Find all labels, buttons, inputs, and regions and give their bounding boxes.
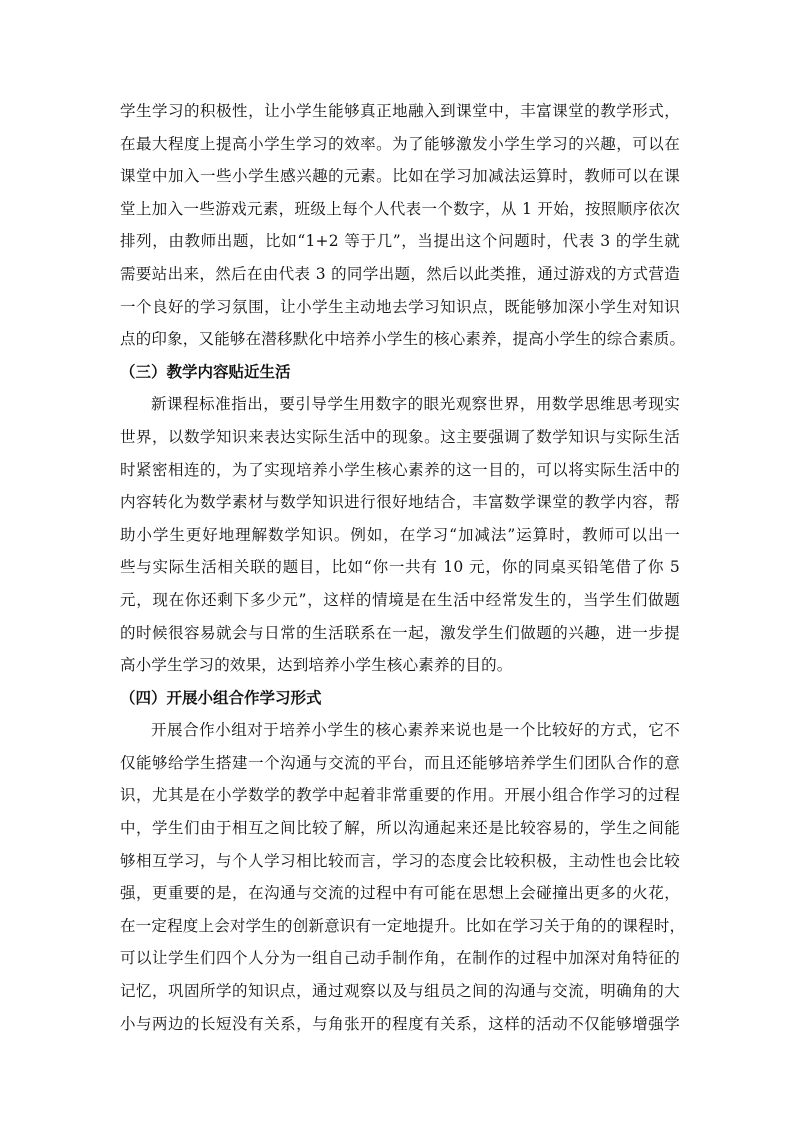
text-line: 中，学生们由于相互之间比较了解，所以沟通起来还是比较容易的，学生之间能 xyxy=(120,819,680,838)
text-line: 记忆，巩固所学的知识点，通过观察以及与组员之间的沟通与交流，明确角的大 xyxy=(120,982,680,1001)
text-line: 识，尤其是在小学数学的教学中起着非常重要的作用。开展小组合作学习的过程 xyxy=(120,786,680,805)
text-line: 强，更重要的是，在沟通与交流的过程中有可能在思想上会碰撞出更多的火花， xyxy=(120,884,680,903)
text-line: 内容转化为数学素材与数学知识进行很好地结合，丰富数学课堂的教学内容，帮 xyxy=(120,493,680,512)
paragraph-life-content xyxy=(120,388,680,681)
text-line: 新课程标准指出，要引导学生用数字的眼光观察世界，用数学思维思考现实 xyxy=(151,395,680,414)
text-line: 一个良好的学习氛围，让小学生主动地去学习知识点，既能够加深小学生对知识 xyxy=(120,297,680,316)
paragraph-group-learning xyxy=(120,714,686,1040)
text-line: 堂上加入一些游戏元素，班级上每个人代表一个数字，从 1 开始，按照顺序依次 xyxy=(120,199,680,218)
text-line: 高小学生学习的效果，达到培养小学生核心素养的目的。 xyxy=(120,656,513,675)
text-line: 助小学生更好地理解数学知识。例如，在学习“加减法”运算时，教师可以出一 xyxy=(120,525,680,544)
text-line: 可以让学生们四个人分为一组自己动手制作角，在制作的过程中加深对角特征的 xyxy=(120,949,680,968)
paragraph-game-teaching xyxy=(120,95,686,356)
section-heading-3: （三）教学内容贴近生活 xyxy=(120,361,291,381)
text-line: 些与实际生活相关联的题目，比如“你一共有 10 元，你的同桌买铅笔借了你 5 xyxy=(120,558,680,577)
text-line: 开展合作小组对于培养小学生的核心素养来说也是一个比较好的方式，它不 xyxy=(151,721,680,740)
text-line: 仅能够给学生搭建一个沟通与交流的平台，而且还能够培养学生们团队合作的意 xyxy=(120,753,680,772)
text-line: 够相互学习，与个人学习相比较而言，学习的态度会比较积极，主动性也会比较 xyxy=(120,851,680,870)
text-line: 学生学习的积极性，让小学生能够真正地融入到课堂中，丰富课堂的教学形式， xyxy=(120,102,680,120)
text-line: 世界，以数学知识来表达实际生活中的现象。这主要强调了数学知识与实际生活 xyxy=(120,427,680,446)
text-line: 点的印象，又能够在潜移默化中培养小学生的核心素养，提高小学生的综合素质。 xyxy=(120,330,686,349)
text-line: 小与两边的长短没有关系，与角张开的程度有关系，这样的活动不仅能够增强学 xyxy=(120,1014,680,1033)
text-line: 的时候很容易就会与日常的生活联系在一起，激发学生们做题的兴趣，进一步提 xyxy=(120,623,680,642)
text-line: 在一定程度上会对学生的创新意识有一定地提升。比如在学习关于角的的课程时， xyxy=(120,916,686,935)
text-line: 元，现在你还剩下多少元”，这样的情境是在生活中经常发生的，当学生们做题 xyxy=(120,590,680,609)
text-line: 需要站出来，然后在由代表 3 的同学出题，然后以此类推，通过游戏的方式营造 xyxy=(120,264,680,283)
text-line: 在最大程度上提高小学生学习的效率。为了能够激发小学生学习的兴趣，可以在 xyxy=(120,134,680,153)
text-line: 排列，由教师出题，比如“1+2 等于几”，当提出这个问题时，代表 3 的学生就 xyxy=(120,232,680,251)
document-body xyxy=(120,95,686,1040)
text-line: 时紧密相连的，为了实现培养小学生核心素养的这一目的，可以将实际生活中的 xyxy=(120,460,680,479)
text-line: 课堂中加入一些小学生感兴趣的元素。比如在学习加减法运算时，教师可以在课 xyxy=(120,167,680,186)
section-heading-4: （四）开展小组合作学习形式 xyxy=(120,687,322,707)
